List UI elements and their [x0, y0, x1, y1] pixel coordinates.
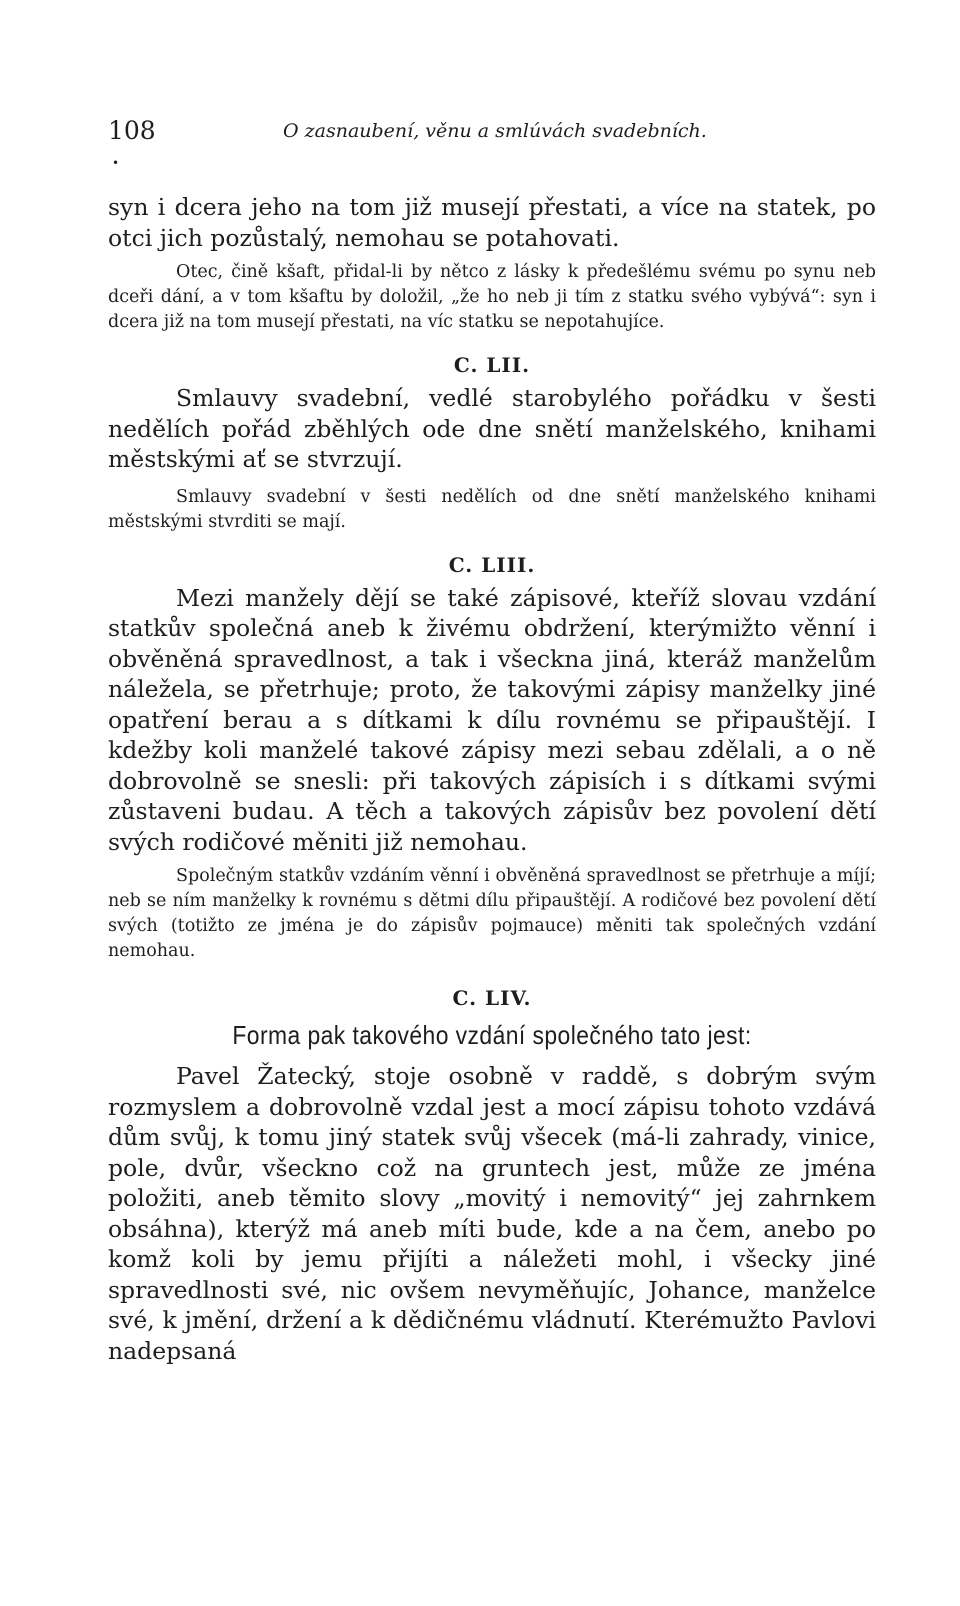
section-heading-lii: C. LII.: [453, 353, 531, 377]
section-heading-liii: C. LIII.: [448, 552, 536, 577]
book-page: [108, 112, 876, 1366]
paragraph-liv: Pavel Žatecký, stoje osobně v raddě, s dobrým svým rozmyslem a dobrovolně vzdal jest a mocí zápisu tohoto vzdává dům svůj, k tomu jiný statek svůj všecek (má-li zahrady, vinice, pole, dvůr, všeckno což na gruntech jest, může ze jména položiti, aneb těmito slovy „movitý i nemovitý“ jej zahrnkem obsáhna), kterýž má aneb míti bude, kde a na čem, anebo po komž koli by jemu přijíti a náležeti mohl, i všecky jiné spravedlnosti své, nic ovšem nevyměňujíc, Johance, manželce své, k jmění, držení a k dědičnému vládnutí. Kterémužto Pavlovi nadepsaná: [108, 1062, 876, 1365]
printer-dot: •: [112, 156, 120, 170]
page-header: [108, 112, 876, 170]
paragraph-liii: Mezi manžely dějí se také zápisové, kteříž slovau vzdání statkův společná aneb k živému obdržení, kterýmižto věnní i obvěněná spravedlnost, a tak i všeckna jiná, kteráž manželům náležela, se přetrhuje; proto, že takovými zápisy manželky jiné opatření berau a s dítkami k dílu rovnému se připauštějí. I kdežby koli manželé takové zápisy mezi sebau zdělali, a o ně dobrovolně se snesli: při takových zápisích i s dítkami svými zůstaveni budau. A těch a takových zápisův bez povolení dětí svých rodičové měniti již nemohau.: [108, 583, 876, 856]
page-number: 108: [108, 116, 156, 145]
paragraph-continuation: syn i dcera jeho na tom již musejí přestati, a více na statek, po otci jich pozůstalý, nemohau se potahovati.: [108, 193, 876, 252]
note-lii: Smlauvy svadební v šesti nedělích od dne snětí manželského knihami městskými stvrditi se mají.: [108, 486, 876, 532]
paragraph-lii: Smlauvy svadební, vedlé starobylého pořádku v šesti nedělích pořád zběhlých ode dne snětí manželského, knihami městskými ať se stvrzují.: [108, 384, 876, 473]
section-heading-liv: C. LIV.: [452, 986, 532, 1010]
note-liii: Společným statkův vzdáním věnní i obvěněná spravedlnost se přetrhuje a míjí; neb se ním manželky k rovnému s dětmi dílu připauštějí. A rodičové bez povolení dětí svých (totižto ze jména je do zápisův pojmauce) měniti tak společných vzdání nemohau.: [108, 866, 876, 961]
form-subtitle: Forma pak takového vzdání společného tato jest:: [232, 1020, 752, 1050]
note-kshaft: Otec, čině kšaft, přidal-li by nětco z lásky k předešlému svému po synu neb dceři dání, a v tom kšaftu by doložil, „že ho neb ji tím z statku svého vybývá“: syn i dcera již na tom musejí přestati, na víc statku se nepotahujíce.: [108, 262, 876, 332]
running-title: O zasnaubení, věnu a smlúvách svadebních.: [283, 120, 707, 142]
